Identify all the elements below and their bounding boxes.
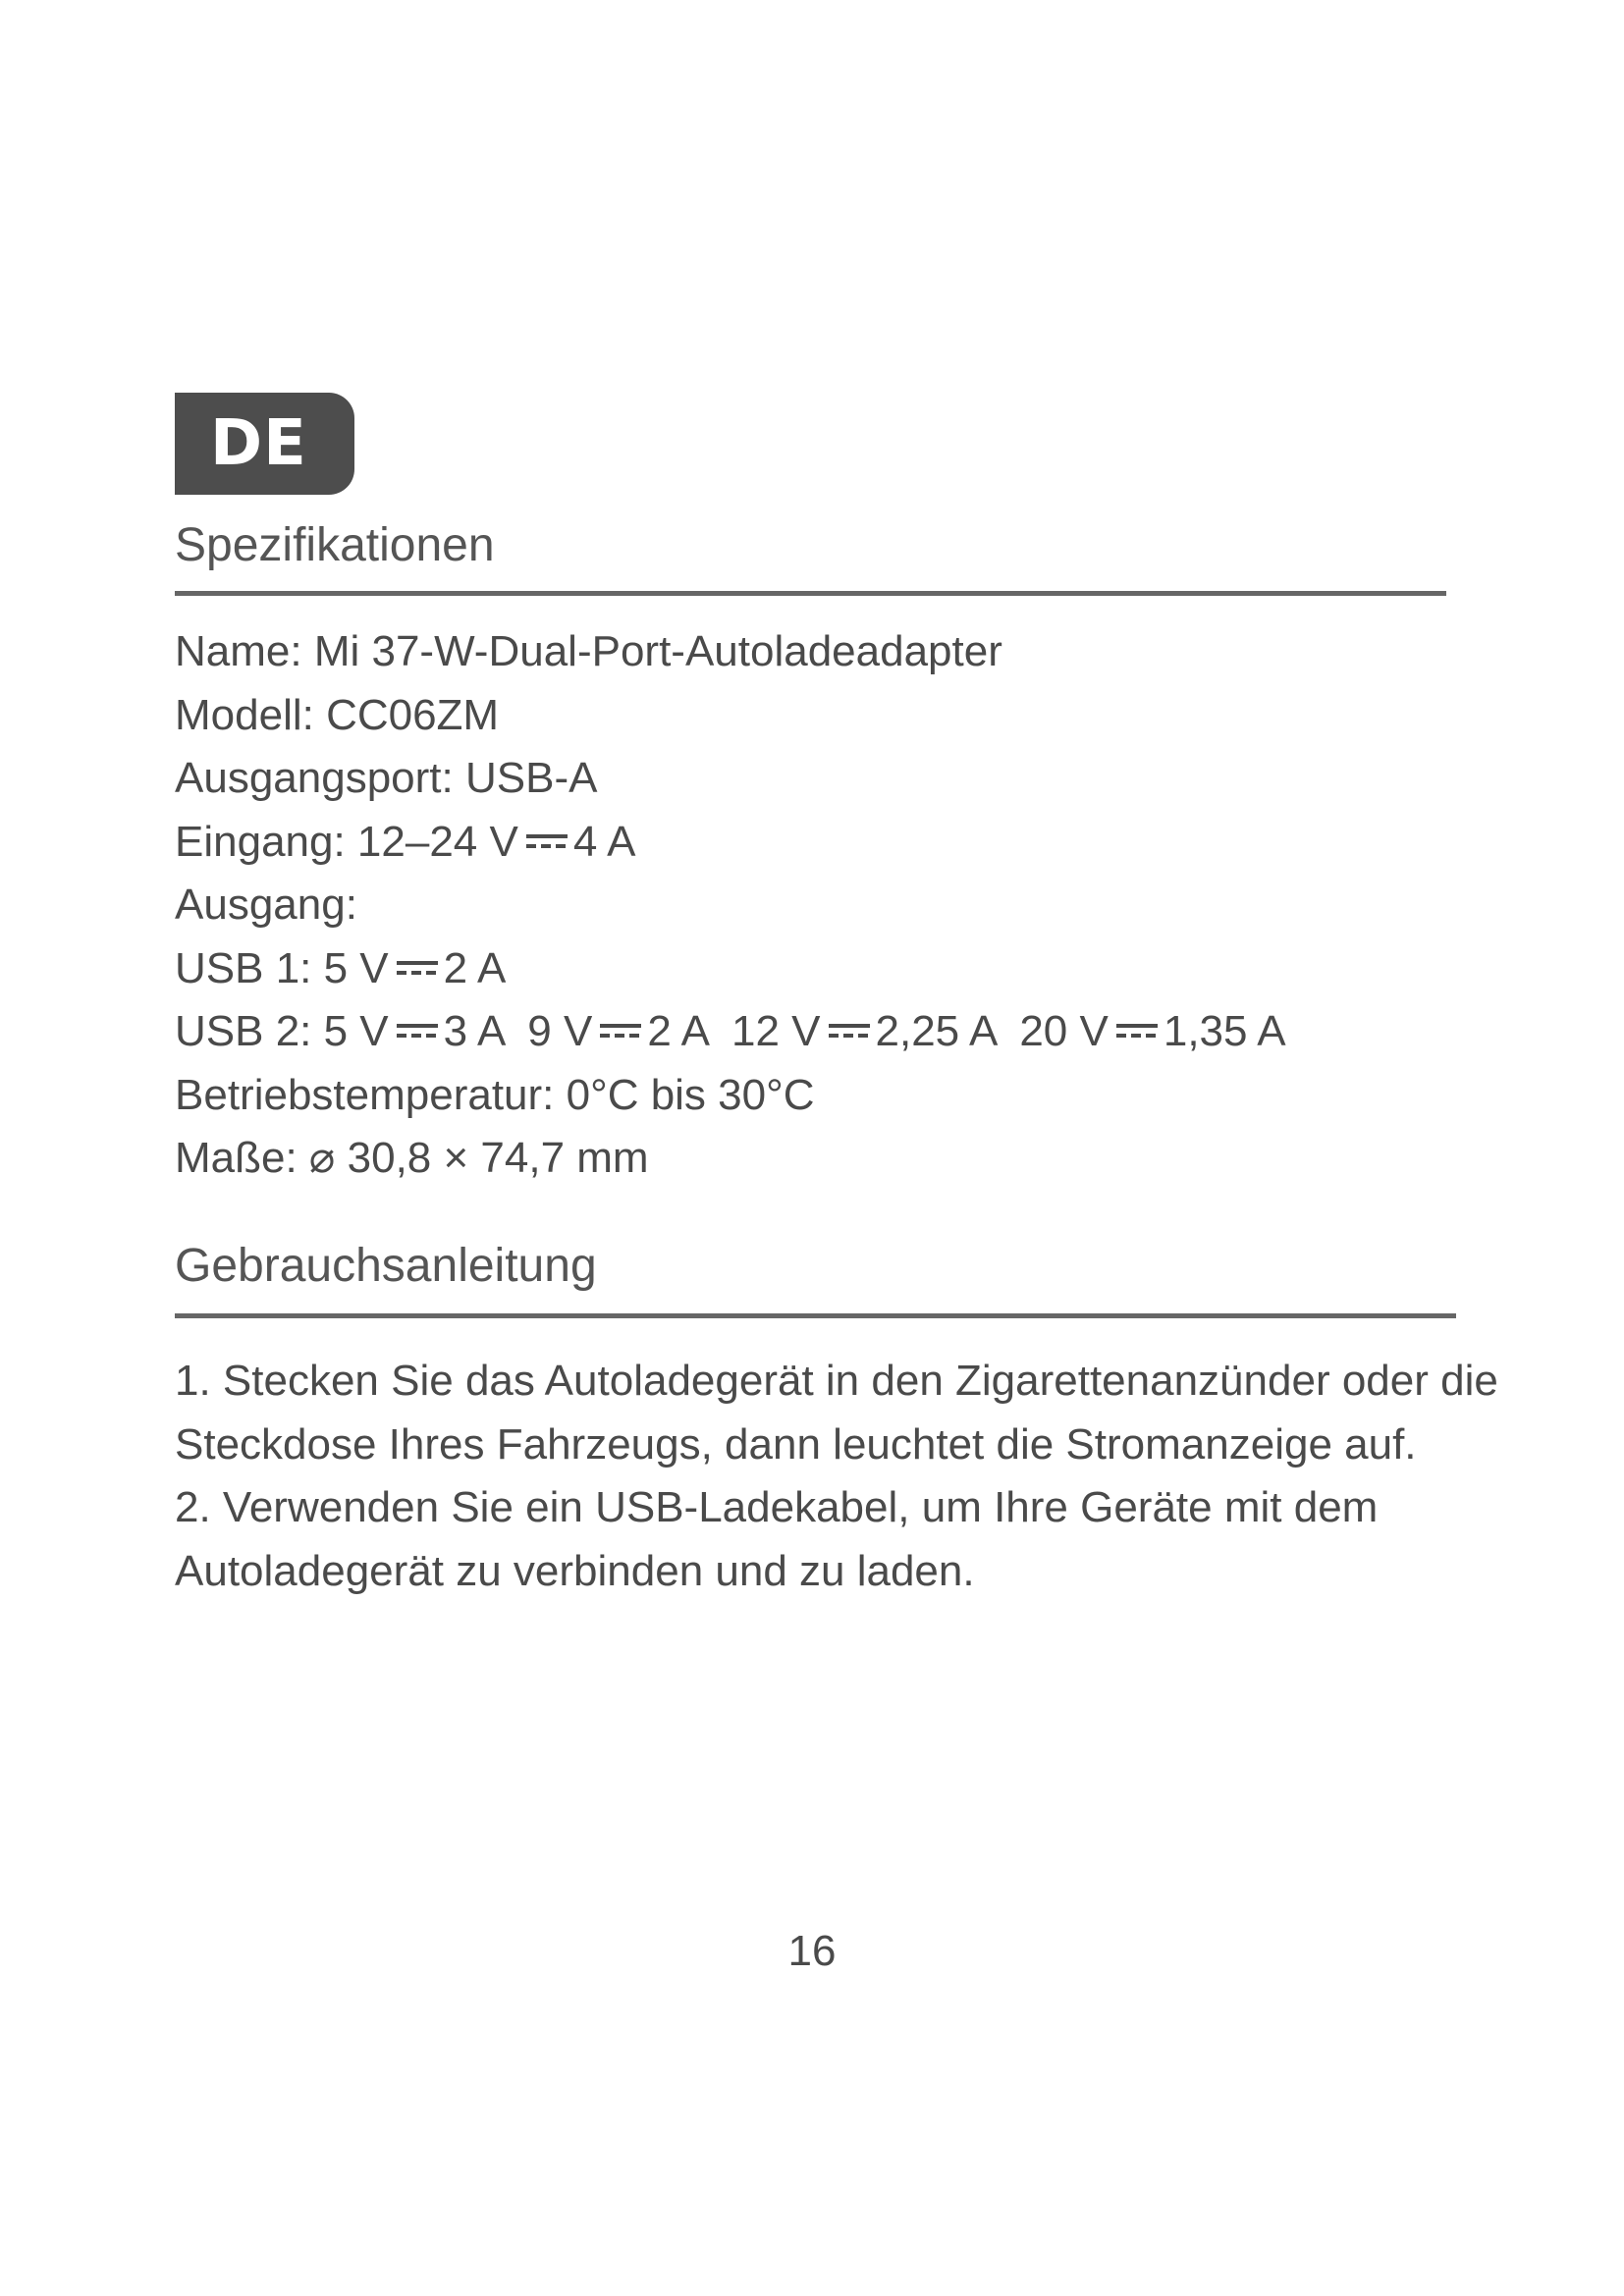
page-number: 16 bbox=[787, 1927, 837, 1975]
spec-usb2-segment: USB 2: 5 V bbox=[175, 1007, 389, 1055]
usage-heading: Gebrauchsanleitung bbox=[175, 1240, 597, 1292]
spec-usb1 bbox=[175, 937, 1286, 1001]
spec-usb2-segment: 2,25 A 20 V bbox=[875, 1007, 1109, 1055]
spec-input-current: 4 A bbox=[572, 817, 636, 866]
spec-output-port: Ausgangsport: USB-A bbox=[175, 754, 598, 802]
spec-usb2-segment: 2 A 12 V bbox=[647, 1007, 821, 1055]
dc-symbol-icon bbox=[395, 1020, 440, 1041]
spec-usb1-current: 2 A bbox=[443, 943, 507, 992]
spec-output-label: Ausgang: bbox=[175, 881, 357, 929]
dc-symbol-icon bbox=[395, 957, 440, 979]
dc-symbol-icon bbox=[1114, 1020, 1160, 1041]
spec-usb2-segment: 3 A 9 V bbox=[443, 1007, 593, 1055]
spec-usb1-voltage: USB 1: 5 V bbox=[175, 943, 389, 992]
specifications-heading: Spezifikationen bbox=[175, 519, 495, 571]
dc-symbol-icon bbox=[827, 1020, 872, 1041]
spec-input-voltage: Eingang: 12–24 V bbox=[175, 817, 518, 866]
spec-name: Name: Mi 37-W-Dual-Port-Autoladeadapter bbox=[175, 627, 1002, 675]
usage-step: 1. Stecken Sie das Autoladegerät in den Zigarettenanzünder oder die Steckdose Ihres Fahrzeugs, dann leuchtet die Stromanzeige auf. bbox=[175, 1357, 1498, 1468]
dc-symbol-icon bbox=[598, 1020, 643, 1041]
usage-divider bbox=[175, 1313, 1456, 1318]
usage-steps bbox=[175, 1350, 1510, 1603]
spec-operating-temperature: Betriebstemperatur: 0°C bis 30°C bbox=[175, 1070, 815, 1119]
language-tab: DE bbox=[175, 393, 354, 495]
spec-model: Modell: CC06ZM bbox=[175, 690, 500, 739]
specifications-list bbox=[175, 620, 1286, 1191]
spec-usb2-segment: 1,35 A bbox=[1163, 1007, 1286, 1055]
spec-usb2 bbox=[175, 1000, 1286, 1064]
spec-dimensions: Maße: ⌀ 30,8 × 74,7 mm bbox=[175, 1134, 649, 1182]
usage-step: 2. Verwenden Sie ein USB-Ladekabel, um Ihre Geräte mit dem Autoladegerät zu verbinden und zu laden. bbox=[175, 1483, 1379, 1595]
specifications-divider bbox=[175, 591, 1446, 596]
dc-symbol-icon bbox=[524, 830, 569, 852]
spec-input bbox=[175, 811, 1286, 875]
